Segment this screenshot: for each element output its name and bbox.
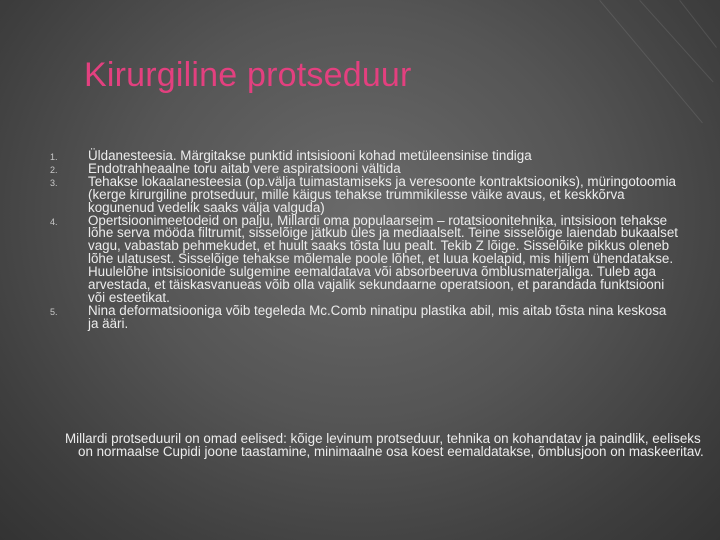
decorative-line	[679, 0, 717, 48]
list-item-text: Nina deformatsiooniga võib tegeleda Mc.Comb ninatipu plastika abil, mis aitab tõsta nina keskosa ja ääri.	[88, 302, 667, 331]
list-item-text: Tehakse lokaalanesteesia (op.välja tuimastamiseks ja veresoonte kontraktsiooniks), müringotoomia (kerge kirurgiline protseduur, mille käigus tehakse trummikilesse väike avaus, et keskkõrva kogunenud vedelik saaks välja valguda)	[88, 173, 676, 215]
list-item	[50, 173, 680, 215]
slide-title: Kirurgiline protseduur	[84, 56, 412, 94]
list-item	[50, 212, 680, 305]
procedure-steps-list	[50, 150, 680, 331]
decorative-line	[599, 0, 703, 123]
list-item-text: Endotrahheaalne toru aitab vere aspiratsiooni vältida	[88, 160, 401, 176]
list-number: 3.	[50, 177, 58, 188]
summary-paragraph: Millardi protseduuril on omad eelised: kõige levinum protseduur, tehnika on kohandatav ja paindlik, eeliseks on normaalse Cupidi joone taastamine, minimaalne osa koest eemaldatakse, õmblusjoon on maskeeritav.	[65, 431, 704, 459]
list-item-text: Üldanesteesia. Märgitakse punktid intsisiooni kohad metüleensinise tindiga	[88, 148, 532, 163]
list-number: 1.	[50, 152, 58, 162]
list-item	[50, 302, 680, 331]
list-item-text: Opertsioonimeetodeid on palju, Millardi oma populaarseim – rotatsioonitehnika, intsisioon tehakse lõhe serva mööda filtrumit, sisselõige jätkub üles ja mediaalselt. Teine sisselõige laiendab bukaalset vagu, vabastab pehmekudet, et huult saaks tõsta luu pealt. Tekib Z lõige. Sisselõike pikkus oleneb lõhe ulatusest. Sisselõige tehakse mõlemale poole lõhet, et luua koelapid, mis hiljem ühendatakse. Huulelõhe intsisioonide sulgemine eemaldatava või absorbeeruva õmblusmaterjaliga. Tuleb aga arvestada, et täiskasvanueas võib olla vajalik sekundaarne operatsioon, et parandada funktsiooni või esteetikat.	[88, 212, 679, 305]
list-number: 5.	[50, 306, 58, 317]
list-number: 2.	[50, 164, 58, 175]
decorative-line	[639, 0, 713, 82]
list-number: 4.	[50, 216, 58, 227]
